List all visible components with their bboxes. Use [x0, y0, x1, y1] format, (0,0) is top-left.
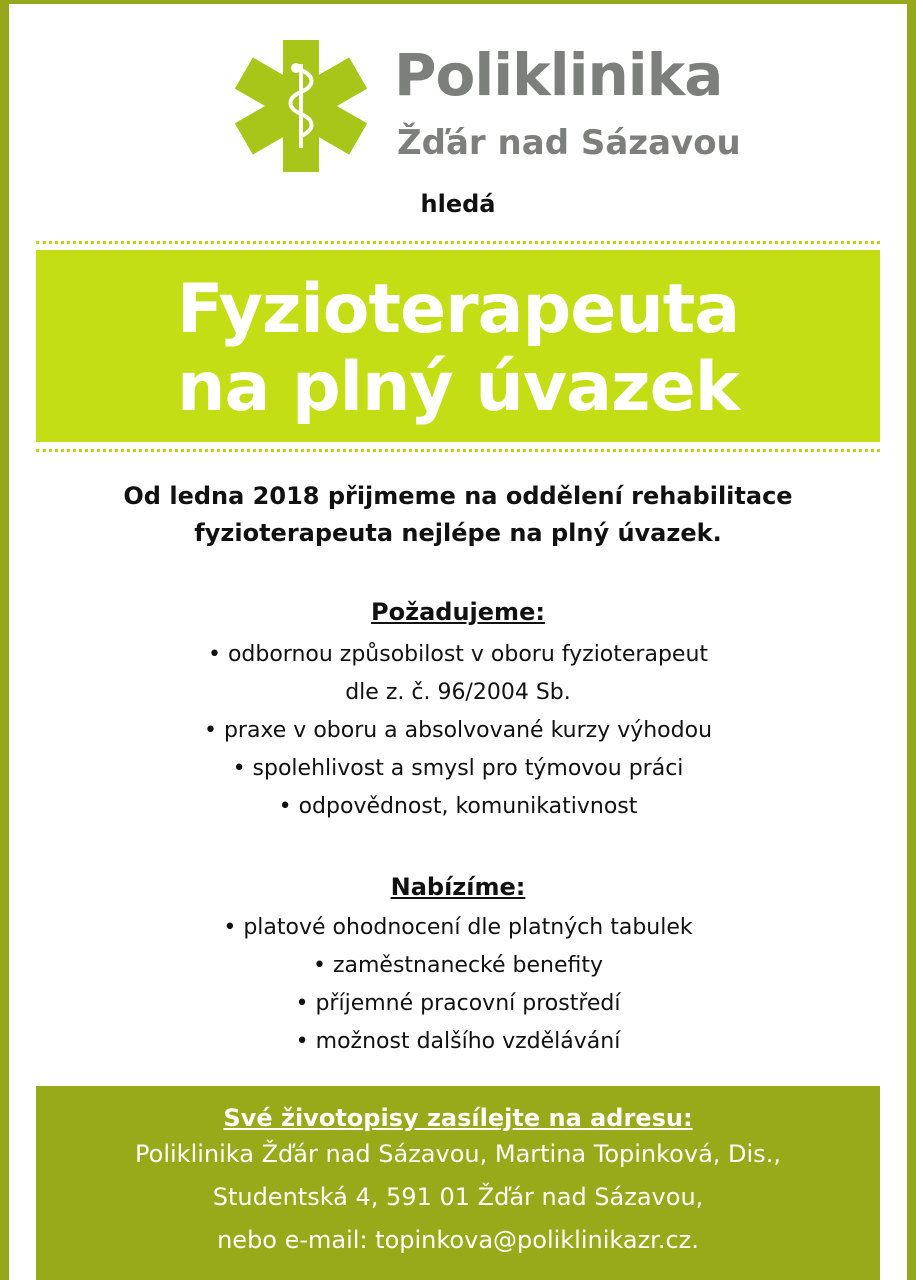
- tagline: hledá: [420, 190, 496, 218]
- list-item: • odpovědnost, komunikativnost: [278, 794, 638, 819]
- job-title-line-1: Fyzioterapeuta: [176, 270, 740, 349]
- contact-address-line-2: Studentská 4, 591 01 Žďár nad Sázavou,: [212, 1182, 704, 1211]
- job-title-line-2: na plný úvazek: [177, 348, 739, 427]
- list-item: • zaměstnanecké benefity: [312, 953, 604, 978]
- list-item: • praxe v oboru a absolvované kurzy výhodou: [203, 718, 713, 743]
- offers-list: [9, 909, 907, 1061]
- job-title-banner: [36, 250, 880, 442]
- requirements-heading: Požadujeme:: [371, 598, 545, 626]
- dotted-divider-bottom: [36, 449, 880, 452]
- contact-email-line[interactable]: nebo e-mail: topinkova@poliklinikazr.cz.: [217, 1225, 699, 1254]
- contact-footer: [36, 1086, 880, 1280]
- contact-address-line-1: Poliklinika Žďár nad Sázavou, Martina Topinková, Dis.,: [135, 1139, 781, 1168]
- intro-line-1: Od ledna 2018 přijmeme na oddělení rehabilitace: [123, 482, 793, 510]
- clinic-location: Žďár nad Sázavou: [397, 123, 741, 163]
- dotted-divider-top: [36, 241, 880, 244]
- clinic-name: Poliklinika: [394, 41, 723, 109]
- list-item: • spolehlivost a smysl pro týmovou práci: [232, 756, 684, 781]
- star-of-life-icon: [231, 36, 371, 176]
- list-item: • odbornou způsobilost v oboru fyzioterapeut: [207, 642, 709, 667]
- offers-heading: Nabízíme:: [390, 873, 526, 901]
- list-item: • možnost dalšího vzdělávání: [295, 1029, 621, 1054]
- list-item: • příjemné pracovní prostředí: [295, 991, 621, 1016]
- intro-text: [9, 478, 907, 552]
- contact-heading: Své životopisy zasílejte na adresu:: [223, 1104, 693, 1132]
- list-item: dle z. č. 96/2004 Sb.: [345, 680, 571, 705]
- intro-line-2: fyzioterapeuta nejlépe na plný úvazek.: [194, 519, 722, 547]
- clinic-logo: [231, 36, 741, 181]
- requirements-list: [9, 636, 907, 826]
- list-item: • platové ohodnocení dle platných tabulek: [223, 915, 693, 940]
